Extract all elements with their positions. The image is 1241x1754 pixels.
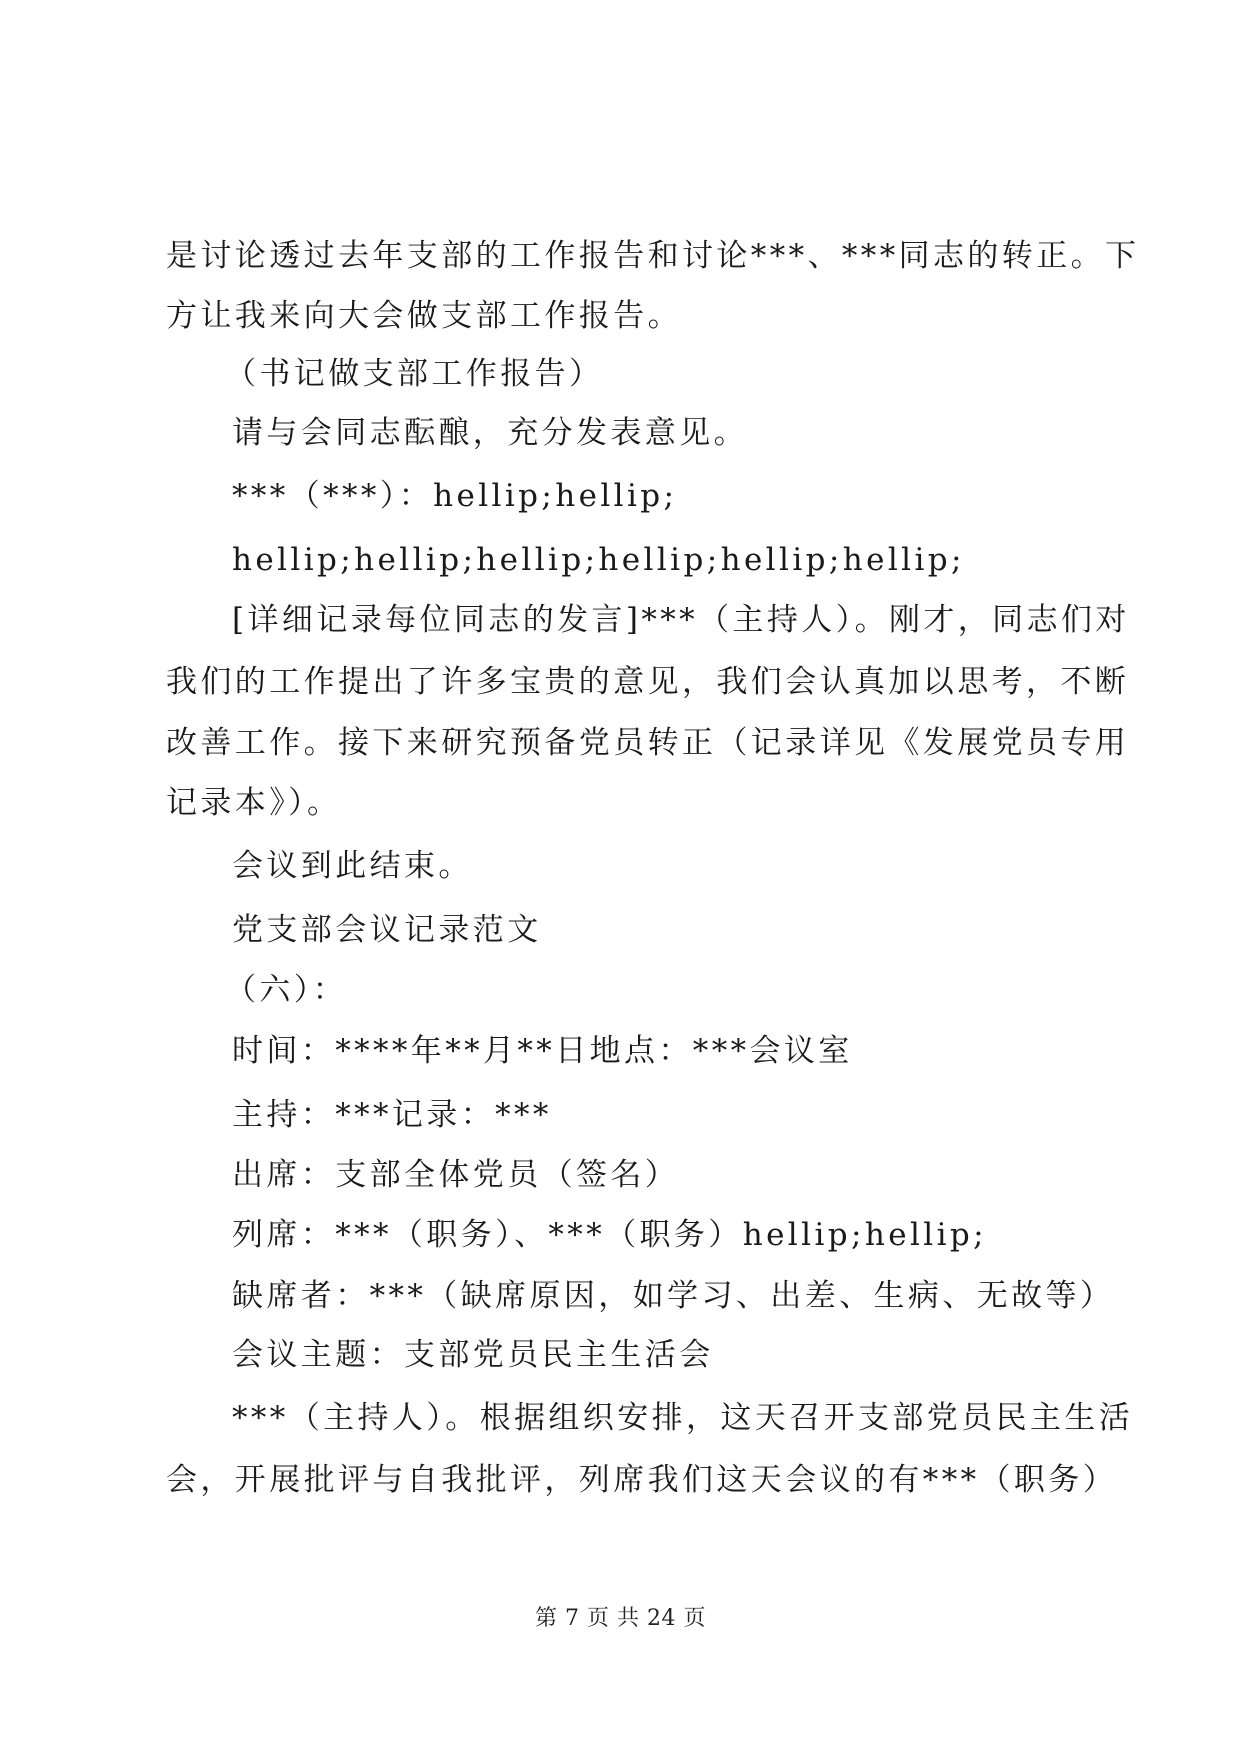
body-text-line: 是讨论透过去年支部的工作报告和讨论***、***同志的转正。下 [166,238,1140,274]
body-text-line: ***（***）：hellip;hellip; [232,478,678,514]
body-text-line: （书记做支部工作报告） [225,356,604,392]
body-text-line: [详细记录每位同志的发言]***（主持人）。刚才，同志们对 [232,602,1130,638]
body-text-line: 方让我来向大会做支部工作报告。 [166,298,682,334]
body-text-line: 会，开展批评与自我批评，列席我们这天会议的有***（职务） [166,1462,1118,1498]
meeting-time-location: 时间：****年**月**日地点：***会议室 [232,1033,853,1069]
page-footer: 第 7 页 共 24 页 [535,1606,706,1631]
meeting-topic: 会议主题：支部党员民主生活会 [232,1337,714,1373]
meeting-observers: 列席：***（职务）、***（职务）hellip;hellip; [232,1217,987,1253]
body-text-line: hellip;hellip;hellip;hellip;hellip;hellip; [232,542,965,578]
body-text-line: 记录本》）。 [166,785,342,821]
meeting-host-recorder: 主持：***记录：*** [232,1097,552,1133]
section-subheading: （六）： [225,972,348,1008]
section-heading: 党支部会议记录范文 [232,912,542,948]
meeting-absentees: 缺席者：***（缺席原因，如学习、出差、生病、无故等） [232,1278,1115,1314]
body-text-line: 请与会同志酝酿，充分发表意见。 [232,415,748,451]
body-text-line: 我们的工作提出了许多宝贵的意见，我们会认真加以思考，不断 [166,664,1130,700]
body-text-line: ***（主持人）。根据组织安排，这天召开支部党员民主生活 [232,1400,1134,1436]
body-text-line: 改善工作。接下来研究预备党员转正（记录详见《发展党员专用 [166,725,1130,761]
body-text-line: 会议到此结束。 [232,848,473,884]
meeting-attendees: 出席：支部全体党员（签名） [232,1157,680,1193]
